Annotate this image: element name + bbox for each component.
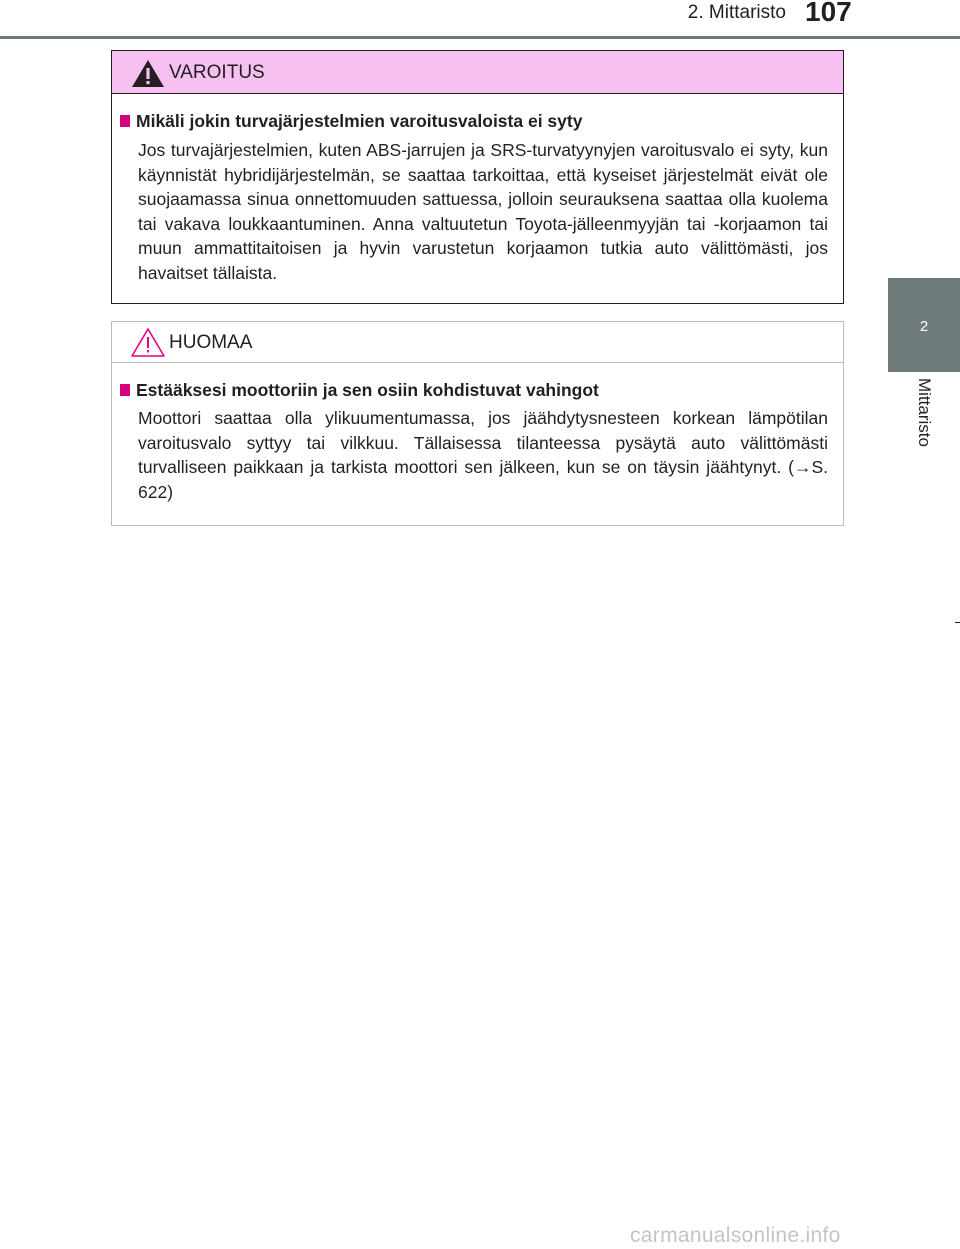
- header-rule: [0, 36, 960, 39]
- warning-section-title: [120, 111, 582, 132]
- notice-body: Moottori saattaa olla ylikuumentumassa, jos jäähdytysnesteen korkean lämpötilan varoitusvalo syttyy tai vilkkuu. Tällaisessa tilanteessa pysäytä auto välittömästi turvalliseen paikkaan ja tarkista moottori sen jälkeen, kun se on täysin jäähtynyt. (→S. 622): [138, 408, 828, 502]
- notice-section-title: [120, 380, 599, 401]
- bullet-square: [120, 115, 130, 127]
- notice-header: [112, 322, 843, 363]
- chapter-tab: [888, 278, 960, 372]
- edge-mark: [955, 622, 960, 623]
- warning-label: VAROITUS: [169, 62, 265, 83]
- bullet-square: [120, 384, 130, 396]
- caution-triangle-outline-icon: [130, 326, 166, 358]
- header-title: 2. Mittaristo: [687, 2, 786, 23]
- chapter-side-label: [888, 378, 960, 478]
- warning-header: [112, 51, 843, 94]
- notice-label: HUOMAA: [169, 332, 253, 353]
- notice-box: [111, 321, 844, 526]
- warning-box: [111, 50, 844, 304]
- chapter-label: Mittaristo: [915, 378, 934, 447]
- chapter-number: 2: [919, 318, 929, 335]
- watermark: carmanualsonline.info: [630, 1224, 841, 1247]
- notice-title-text: Estääksesi moottoriin ja sen osiin kohdistuvat vahingot: [136, 380, 599, 400]
- warning-body: Jos turvajärjestelmien, kuten ABS-jarrujen ja SRS-turvatyynyjen varoitusvalo ei syty, kun käynnistät hybridijärjestelmän, se saattaa tarkoittaa, että kyseiset järjestelmät eivät ole suojaamassa sinua onnettomuuden sattuessa, jolloin seurauksena saattaa olla kuolema tai vakava loukkaantuminen. Anna valtuutetun Toyota-jälleenmyyjän tai -korjaamon tai muun ammattitaitoisen ja hyvin varustetun korjaamon tutkia auto välittömästi, jos havaitset tällaista.: [138, 140, 828, 283]
- warning-triangle-icon: [130, 57, 166, 89]
- page-number: 107: [805, 0, 852, 27]
- warning-title-text: Mikäli jokin turvajärjestelmien varoitusvaloista ei syty: [136, 111, 583, 131]
